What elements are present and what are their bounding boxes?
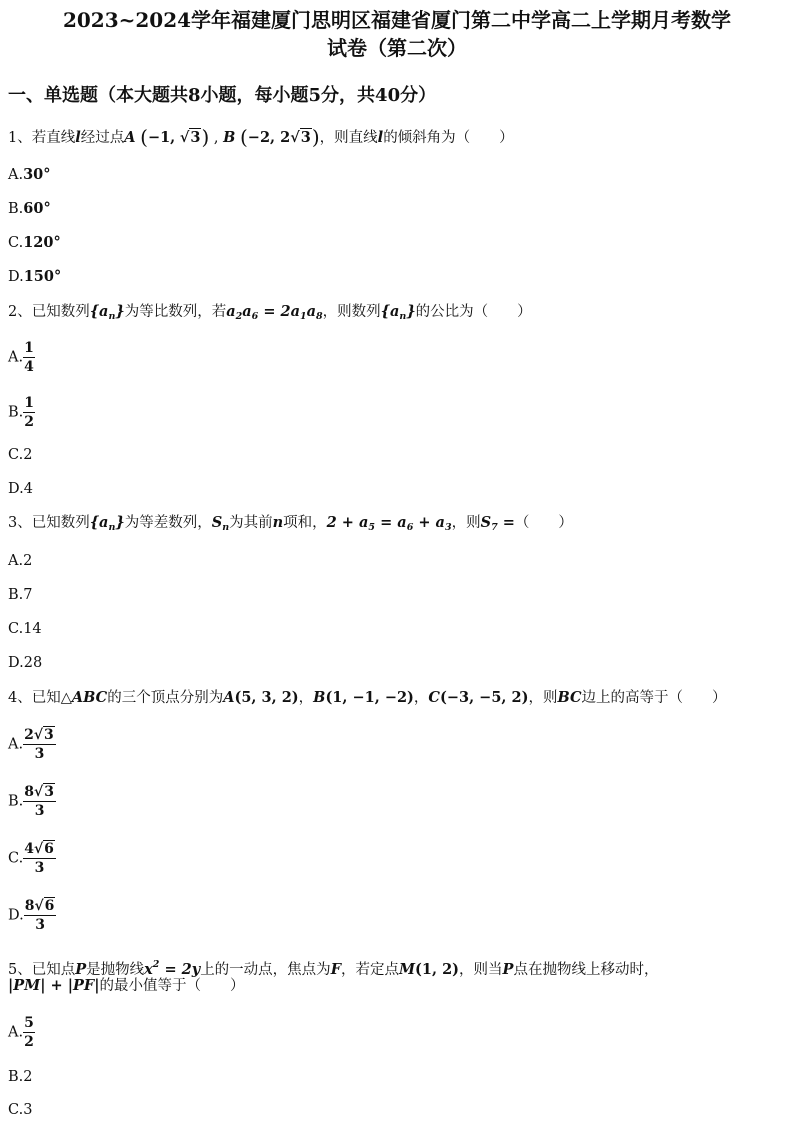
q4-option-d[interactable]: D. $\frac{8√6}{3}$	[8, 898, 55, 933]
q2-text-lead: 2、已知数列	[8, 304, 90, 320]
q1-var-l: l	[75, 129, 81, 146]
q1-option-b[interactable]: B.60°	[8, 200, 51, 217]
q1-option-c[interactable]: C.120°	[8, 234, 61, 251]
q3-option-c[interactable]: C.14	[8, 621, 42, 637]
q5-option-a[interactable]: A. $\frac{5}{2}$	[8, 1015, 34, 1050]
q4-option-b[interactable]: B. $\frac{8√3}{3}$	[8, 784, 54, 819]
q3-option-a[interactable]: A.2	[8, 553, 33, 569]
q1-point-a-x: −1,	[147, 129, 176, 146]
q1-point-b-radicand: 3	[300, 129, 311, 146]
section-heading-single-choice: 一、单选题（本大题共8小题，每小题5分，共40分）	[8, 85, 437, 106]
q4-option-c[interactable]: C. $\frac{4√6}{3}$	[8, 841, 54, 876]
q2-option-d[interactable]: D.4	[8, 481, 33, 497]
q1-point-a-label: A	[124, 129, 136, 146]
q2-option-b-fraction: $\frac{1}{2}$	[24, 395, 35, 430]
q1-text-1: 经过点	[80, 130, 125, 146]
q2-option-b[interactable]: B. $\frac{1}{2}$	[8, 395, 35, 430]
q1-text-3: 的倾斜角为（ ）	[383, 130, 514, 146]
q2-text-1: 为等比数列，若	[124, 304, 227, 320]
question-1-stem: 1、若直线l经过点A (−1, √3) , B (−2, 2√3)，则直线l的倾斜角为（ ）	[8, 125, 514, 149]
q2-text-3: 的公比为（ ）	[415, 304, 532, 320]
question-5-stem-line-2: |PM| + |PF|的最小值等于（ ）	[8, 977, 245, 994]
q2-equation: $a_2a_6 = 2a_1a_8$	[226, 303, 323, 322]
q1-point-b-x: −2, 2	[247, 129, 291, 146]
question-3-stem: 3、已知数列$\{a_n\}$为等差数列，$S_n$为其前n项和，$2 + a_5 = a_6 + a_3$，则$S_7$ =（ ）	[8, 514, 573, 533]
q1-point-b-label: B	[223, 129, 236, 146]
exam-title-line-1: 2023~2024学年福建厦门思明区福建省厦门第二中学高二上学期月考数学	[62, 8, 732, 32]
q5-option-c[interactable]: C.3	[8, 1102, 33, 1118]
q1-var-l-2: l	[377, 129, 384, 146]
question-2-stem: 2、已知数列$\{a_n\}$为等比数列，若$a_2a_6 = 2a_1a_8$，则数列$\{a_n\}$的公比为（ ）	[8, 303, 532, 322]
question-5-stem-line-1: 5、已知点P是抛物线$x^2 = 2y$上的一动点，焦点为F，若定点M(1, 2)，则当P点在抛物线上移动时，	[8, 959, 659, 978]
q4-option-a[interactable]: A. $\frac{2√3}{3}$	[8, 727, 54, 762]
q3-option-b[interactable]: B.7	[8, 587, 33, 603]
exam-title-line-2: 试卷（第二次）	[327, 36, 467, 60]
q3-equation: $2 + a_5 = a_6 + a_3$	[326, 514, 452, 533]
q1-point-a-radicand: 3	[190, 129, 201, 146]
q1-option-d[interactable]: D.150°	[8, 268, 62, 285]
q5-option-b[interactable]: B.2	[8, 1069, 33, 1085]
q2-option-c[interactable]: C.2	[8, 447, 33, 463]
q3-option-d[interactable]: D.28	[8, 655, 43, 671]
q1-option-a[interactable]: A.30°	[8, 166, 51, 183]
question-4-stem: 4、已知△ABC的三个顶点分别为A(5, 3, 2)，B(1, −1, −2)，C(−3, −5, 2)，则BC边上的高等于（ ）	[8, 689, 727, 706]
q2-option-a-fraction: $\frac{1}{4}$	[24, 340, 34, 375]
q1-text-lead: 1、若直线	[8, 130, 76, 146]
q2-option-a[interactable]: A. $\frac{1}{4}$	[8, 340, 34, 375]
q2-text-2: ，则数列	[322, 304, 381, 320]
q1-text-2: ，则直线	[319, 130, 378, 146]
